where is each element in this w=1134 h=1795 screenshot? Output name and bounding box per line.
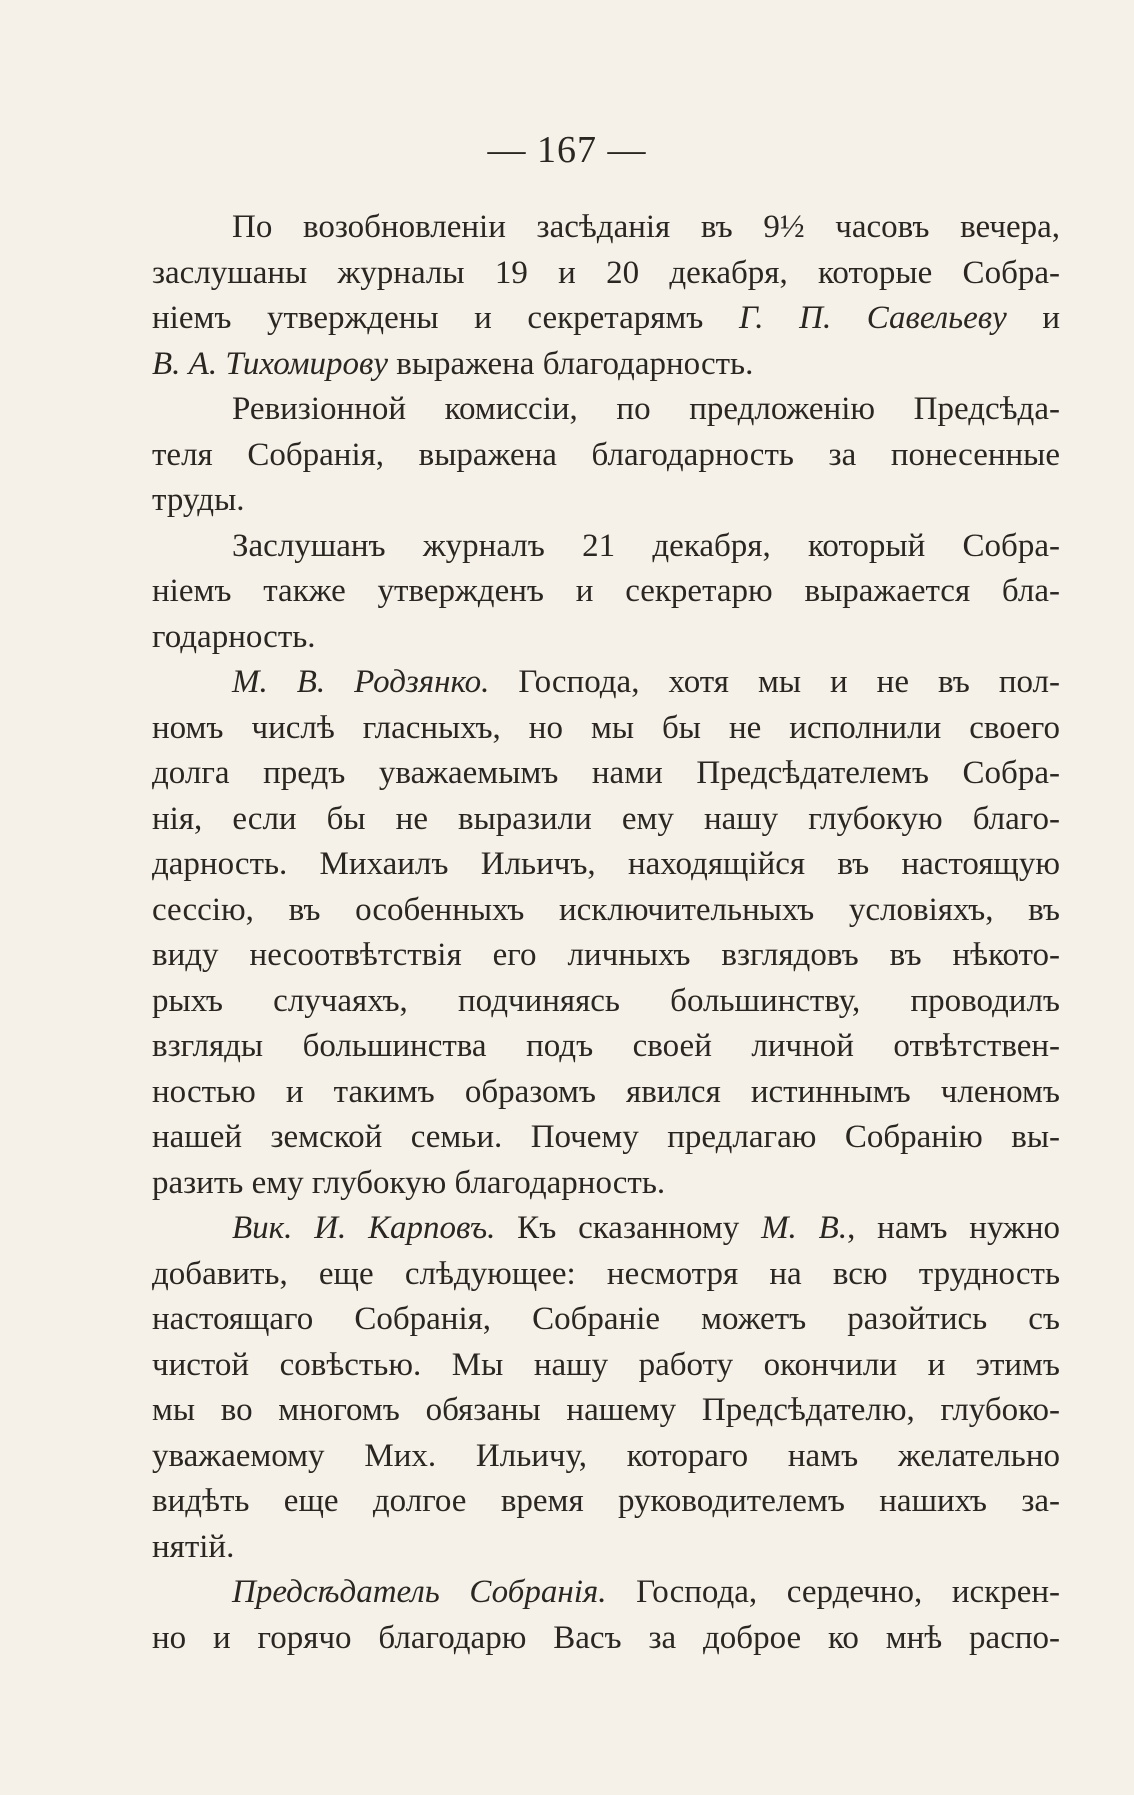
text-line	[152, 660, 1060, 706]
paragraph	[152, 524, 1060, 661]
text-line	[152, 979, 1060, 1025]
text-line	[152, 1434, 1060, 1480]
text-segment: годарность.	[152, 618, 316, 655]
text-line	[152, 1206, 1060, 1252]
text-segment: чистой совѣстью. Мы нашу работу окончили и этимъ	[152, 1346, 1060, 1383]
text-segment: и	[1006, 300, 1060, 336]
text-line	[152, 1297, 1060, 1343]
text-segment: теля Собранія, выражена благодарность за понесенные	[152, 436, 1060, 473]
page-number: — 167 —	[487, 129, 647, 171]
text-segment: Господа, сердечно, искрен-	[606, 1574, 1060, 1610]
text-segment: нятій.	[152, 1528, 235, 1565]
paragraph	[152, 387, 1060, 524]
italic-name: М. В. Родзянко.	[232, 664, 490, 700]
text-segment: дарность. Михаилъ Ильичъ, находящійся въ настоящую	[152, 846, 1060, 882]
text-line	[152, 478, 1060, 524]
text-segment: Ревизіонной комиссіи, по предложенію Предсѣда-	[232, 391, 1060, 427]
text-segment: труды.	[152, 482, 245, 518]
text-segment: Къ сказанному	[495, 1210, 762, 1246]
paragraph	[152, 1206, 1060, 1570]
text-line	[152, 797, 1060, 843]
text-line	[152, 433, 1060, 479]
text-segment: сессію, въ особенныхъ исключительныхъ условіяхъ, въ	[152, 891, 1060, 928]
text-line	[152, 751, 1060, 797]
paragraph	[152, 660, 1060, 1206]
text-segment: виду несоотвѣтствія его личныхъ взглядовъ въ нѣкото-	[152, 937, 1060, 973]
text-line	[152, 1525, 1060, 1571]
text-segment: выражена благодарность.	[387, 345, 754, 382]
text-line	[152, 1388, 1060, 1434]
text-segment: номъ числѣ гласныхъ, но мы бы не исполнили своего	[152, 709, 1060, 746]
text-segment: По возобновленіи засѣданія въ 9½ часовъ вечера,	[232, 209, 1060, 245]
text-segment: взгляды большинства подъ своей личной отвѣтствен-	[152, 1028, 1060, 1064]
text-segment: Заслушанъ журналъ 21 декабря, который Собра-	[232, 527, 1060, 564]
paragraph	[152, 1570, 1060, 1661]
italic-name: Предсѣдатель Собранія.	[232, 1574, 607, 1610]
text-segment: рыхъ случаяхъ, подчиняясь большинству, проводилъ	[152, 982, 1060, 1019]
text-line	[152, 205, 1060, 251]
text-segment: ніемъ утверждены и секретарямъ	[152, 300, 739, 336]
text-line	[152, 342, 1060, 388]
text-segment: настоящаго Собранія, Собраніе можетъ разойтись съ	[152, 1301, 1060, 1337]
text-line	[152, 1115, 1060, 1161]
text-line	[152, 842, 1060, 888]
text-line	[152, 1616, 1060, 1662]
italic-name: Г. П. Савельеву	[738, 300, 1007, 336]
italic-name: Вик. И. Карповъ.	[232, 1210, 496, 1246]
text-segment: уважаемому Мих. Ильичу, котораго намъ желательно	[152, 1437, 1060, 1474]
text-segment: добавить, еще слѣдующее: несмотря на всю трудность	[152, 1255, 1060, 1292]
text-segment: нія, если бы не выразили ему нашу глубокую благо-	[152, 800, 1060, 837]
text-segment: видѣть еще долгое время руководителемъ нашихъ за-	[152, 1483, 1060, 1519]
text-line	[152, 1479, 1060, 1525]
text-segment: нашей земской семьи. Почему предлагаю Собранію вы-	[152, 1119, 1060, 1155]
text-line	[152, 1070, 1060, 1116]
paragraph	[152, 205, 1060, 387]
text-segment: ніемъ также утвержденъ и секретарю выражается бла-	[152, 573, 1060, 609]
text-line	[152, 615, 1060, 661]
text-line	[152, 296, 1060, 342]
text-segment: разить ему глубокую благодарность.	[152, 1164, 666, 1201]
text-line	[152, 524, 1060, 570]
text-line	[152, 888, 1060, 934]
text-line	[152, 1343, 1060, 1389]
text-line	[152, 1161, 1060, 1207]
text-segment: долга предъ уважаемымъ нами Предсѣдателемъ Собра-	[152, 755, 1060, 791]
italic-name: В. А. Тихомирову	[152, 345, 388, 382]
text-segment: Господа, хотя мы и не въ пол-	[489, 664, 1060, 700]
text-segment: мы во многомъ обязаны нашему Предсѣдателю, глубоко-	[152, 1392, 1060, 1428]
text-line	[152, 387, 1060, 433]
text-line	[152, 1570, 1060, 1616]
text-line	[152, 706, 1060, 752]
text-line	[152, 1252, 1060, 1298]
body-text	[152, 205, 1060, 1661]
italic-name: М. В.	[761, 1210, 848, 1246]
text-line	[152, 1024, 1060, 1070]
text-segment: ностью и такимъ образомъ явился истиннымъ членомъ	[152, 1073, 1060, 1110]
text-line	[152, 569, 1060, 615]
text-segment: но и горячо благодарю Васъ за доброе ко мнѣ распо-	[152, 1619, 1060, 1656]
text-line	[152, 251, 1060, 297]
text-segment: заслушаны журналы 19 и 20 декабря, которые Собра-	[152, 254, 1060, 291]
text-line	[152, 933, 1060, 979]
text-segment: , намъ нужно	[847, 1210, 1060, 1246]
